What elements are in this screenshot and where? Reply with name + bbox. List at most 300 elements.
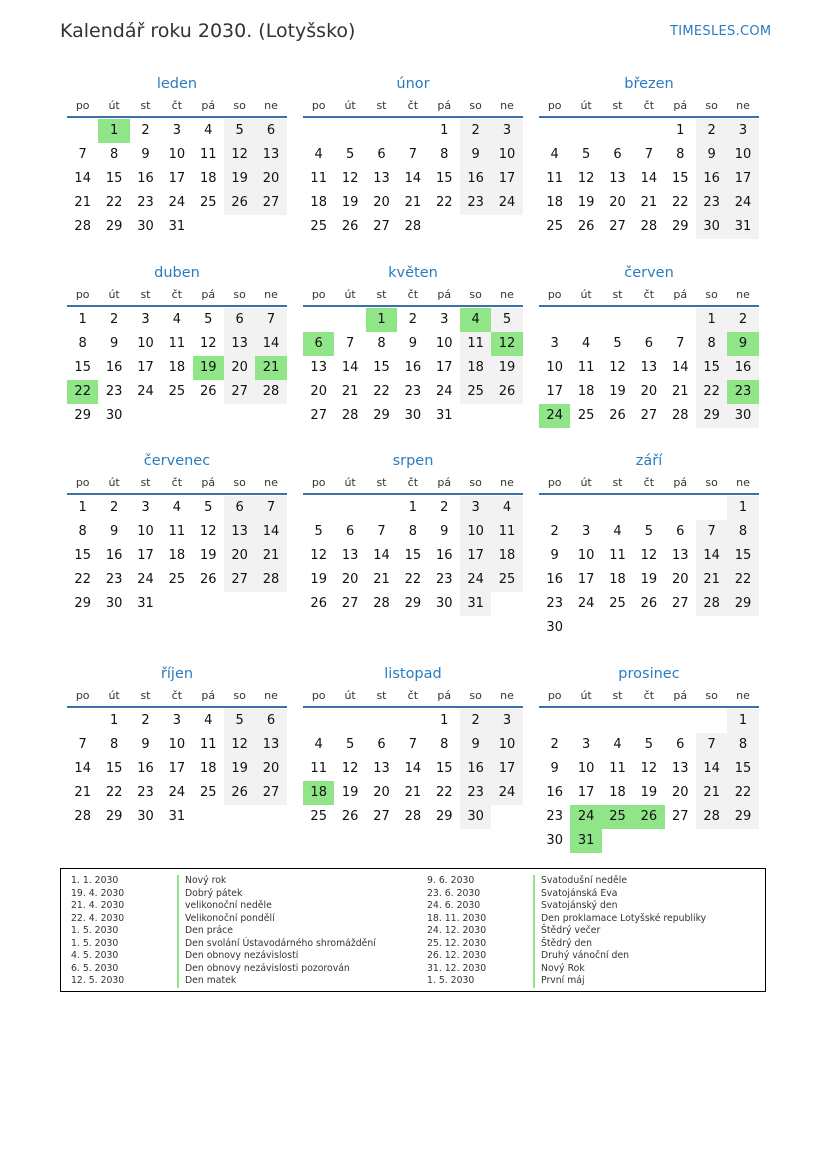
day-cell: 2 [109, 500, 119, 515]
day-cell: 3 [460, 496, 491, 520]
day-cell: 30 [105, 596, 123, 611]
day-cell: 21 [74, 785, 91, 800]
day-cell: 7 [676, 336, 685, 351]
day-cell: 20 [373, 785, 390, 800]
day-cell: 18 [609, 785, 626, 800]
empty-day-cell [696, 709, 727, 733]
day-cell: 21 [404, 785, 422, 800]
day-cell: 24 [168, 785, 186, 800]
day-cell: 16 [435, 548, 453, 563]
holiday-date: 1. 5. 2030 [427, 975, 475, 986]
weekday-label: út [344, 689, 356, 702]
day-cell: 16 [460, 167, 491, 191]
holiday-date: 21. 4. 2030 [71, 900, 125, 911]
day-cell: 21 [373, 572, 390, 587]
day-cell: 12 [199, 524, 217, 539]
day-cell: 17 [491, 757, 522, 781]
day-cell: 9 [440, 524, 449, 539]
weekday-label: ne [736, 99, 750, 112]
month-name: květen [388, 265, 438, 281]
holiday-day-cell: 19 [193, 356, 224, 380]
day-cell: 7 [408, 147, 417, 162]
day-cell: 30 [435, 596, 453, 611]
weekday-label: čt [643, 99, 655, 112]
day-cell: 3 [141, 500, 150, 515]
days-grid [539, 709, 759, 853]
day-cell: 26 [640, 596, 658, 611]
weekday-label: pá [673, 288, 688, 301]
empty-day-cell [397, 119, 428, 143]
day-cell: 14 [671, 360, 689, 375]
day-cell: 2 [727, 308, 758, 332]
day-cell: 23 [105, 572, 123, 587]
holiday-name: Štědrý večer [533, 925, 600, 938]
empty-day-cell [334, 308, 365, 332]
day-cell: 18 [491, 544, 522, 568]
weekday-label: so [705, 476, 718, 489]
day-cell: 17 [727, 167, 758, 191]
day-cell: 12 [341, 761, 359, 776]
month-únor [303, 72, 523, 239]
holiday-name: Den obnovy nezávislosti [177, 950, 298, 963]
days-grid [539, 496, 759, 640]
weekday-label: st [612, 288, 623, 301]
empty-day-cell [602, 119, 633, 143]
day-cell: 20 [671, 572, 689, 587]
day-cell: 17 [137, 360, 154, 375]
empty-day-cell [665, 496, 696, 520]
weekday-label: po [75, 99, 90, 112]
day-cell: 7 [408, 737, 417, 752]
day-cell: 14 [696, 757, 727, 781]
day-cell: 15 [105, 761, 123, 776]
day-cell: 3 [141, 312, 150, 327]
empty-day-cell [539, 119, 570, 143]
day-cell: 23 [546, 809, 563, 824]
day-cell: 23 [696, 191, 727, 215]
day-cell: 3 [440, 312, 449, 327]
day-cell: 29 [727, 805, 758, 829]
weekday-header [539, 285, 759, 307]
day-cell: 2 [550, 524, 559, 539]
holiday-name: Den obnovy nezávislosti pozorován [177, 963, 350, 976]
day-cell: 24 [137, 384, 154, 399]
empty-day-cell [539, 308, 570, 332]
day-cell: 2 [141, 713, 150, 728]
weekday-label: st [612, 689, 623, 702]
weekday-label: st [140, 689, 151, 702]
day-cell: 19 [640, 785, 658, 800]
month-name: únor [396, 76, 430, 92]
weekday-label: út [108, 288, 120, 301]
day-cell: 9 [550, 761, 559, 776]
day-cell: 1 [696, 308, 727, 332]
weekday-label: st [612, 99, 623, 112]
month-name: leden [156, 76, 198, 92]
weekday-label: čt [171, 689, 183, 702]
day-cell: 11 [199, 737, 217, 752]
day-cell: 5 [314, 524, 323, 539]
holiday-day-cell: 1 [366, 308, 397, 332]
day-cell: 15 [373, 360, 390, 375]
day-cell: 22 [105, 195, 123, 210]
day-cell: 1 [109, 713, 119, 728]
empty-day-cell [366, 119, 397, 143]
day-cell: 2 [440, 500, 449, 515]
weekday-header [303, 96, 523, 118]
weekday-label: so [469, 288, 482, 301]
day-cell: 14 [373, 548, 390, 563]
empty-day-cell [303, 496, 334, 520]
day-cell: 19 [640, 572, 658, 587]
holiday-name: Štědrý den [533, 938, 592, 951]
weekday-label: pá [673, 99, 688, 112]
holiday-day-cell: 18 [303, 781, 334, 805]
holiday-date: 12. 5. 2030 [71, 975, 125, 986]
holiday-name: Den svolání Ústavodárného shromáždění [177, 938, 376, 951]
day-cell: 15 [435, 171, 453, 186]
day-cell: 10 [577, 761, 595, 776]
weekday-label: út [580, 288, 592, 301]
day-cell: 15 [671, 171, 689, 186]
day-cell: 17 [577, 572, 595, 587]
month-name: duben [154, 265, 200, 281]
day-cell: 29 [74, 408, 91, 423]
day-cell: 9 [141, 147, 150, 162]
empty-day-cell [570, 709, 601, 733]
day-cell: 17 [491, 167, 522, 191]
day-cell: 28 [671, 408, 689, 423]
holiday-name: Svatojánská Eva [533, 888, 617, 901]
days-grid [67, 119, 287, 239]
day-cell: 14 [404, 171, 422, 186]
day-cell: 28 [255, 568, 286, 592]
day-cell: 10 [491, 143, 522, 167]
day-cell: 28 [404, 219, 422, 234]
day-cell: 20 [341, 572, 359, 587]
empty-day-cell [570, 496, 601, 520]
day-cell: 16 [546, 572, 563, 587]
day-cell: 10 [137, 336, 154, 351]
weekday-label: so [469, 689, 482, 702]
day-cell: 21 [255, 544, 286, 568]
month-říjen [67, 662, 287, 829]
holiday-day-cell: 24 [539, 404, 570, 428]
weekday-label: so [469, 99, 482, 112]
day-cell: 6 [644, 336, 653, 351]
holiday-name: Den matek [177, 975, 236, 988]
empty-day-cell [334, 496, 365, 520]
day-cell: 4 [204, 713, 213, 728]
weekday-label: pá [673, 476, 688, 489]
day-cell: 13 [640, 360, 658, 375]
day-cell: 14 [640, 171, 658, 186]
weekday-label: út [344, 476, 356, 489]
day-cell: 18 [460, 356, 491, 380]
empty-day-cell [602, 308, 633, 332]
holiday-legend [60, 868, 766, 992]
day-cell: 9 [460, 143, 491, 167]
day-cell: 10 [137, 524, 154, 539]
day-cell: 23 [460, 781, 491, 805]
day-cell: 16 [137, 761, 154, 776]
weekday-label: so [233, 99, 246, 112]
day-cell: 16 [460, 757, 491, 781]
day-cell: 6 [255, 709, 286, 733]
day-cell: 5 [204, 312, 213, 327]
day-cell: 8 [78, 336, 87, 351]
day-cell: 8 [109, 147, 119, 162]
day-cell: 3 [581, 737, 591, 752]
day-cell: 25 [577, 408, 595, 423]
day-cell: 16 [105, 548, 123, 563]
day-cell: 5 [224, 119, 255, 143]
day-cell: 31 [460, 592, 491, 616]
weekday-label: čt [643, 689, 655, 702]
holiday-date: 6. 5. 2030 [71, 962, 119, 974]
day-cell: 9 [109, 524, 119, 539]
holiday-name: Den práce [177, 925, 233, 938]
weekday-label: pá [437, 288, 452, 301]
holiday-date: 1. 5. 2030 [71, 937, 119, 949]
day-cell: 29 [105, 809, 123, 824]
day-cell: 13 [373, 761, 390, 776]
month-prosinec [539, 662, 759, 853]
day-cell: 27 [640, 408, 658, 423]
month-name: listopad [384, 666, 442, 682]
weekday-label: čt [407, 689, 419, 702]
empty-day-cell [665, 308, 696, 332]
weekday-label: čt [643, 476, 655, 489]
holiday-day-cell: 6 [303, 332, 334, 356]
day-cell: 8 [440, 147, 449, 162]
day-cell: 13 [609, 171, 626, 186]
holiday-day-cell: 23 [727, 380, 758, 404]
weekday-header [67, 686, 287, 708]
day-cell: 3 [727, 119, 758, 143]
weekday-label: ne [264, 476, 278, 489]
day-cell: 10 [435, 336, 453, 351]
holiday-day-cell: 9 [727, 332, 758, 356]
day-cell: 20 [373, 195, 390, 210]
day-cell: 12 [224, 143, 255, 167]
day-cell: 5 [644, 737, 653, 752]
day-cell: 1 [440, 123, 449, 138]
day-cell: 27 [255, 781, 286, 805]
day-cell: 11 [310, 761, 327, 776]
weekday-label: st [140, 99, 151, 112]
day-cell: 30 [696, 215, 727, 239]
days-grid [303, 119, 523, 239]
holiday-name: Nový rok [177, 875, 226, 888]
brand-link[interactable]: TIMESLES.COM [670, 24, 772, 39]
day-cell: 29 [727, 592, 758, 616]
empty-day-cell [633, 119, 664, 143]
holiday-date: 1. 1. 2030 [71, 875, 119, 886]
weekday-label: ne [264, 99, 278, 112]
weekday-label: so [705, 689, 718, 702]
weekday-header [303, 285, 523, 307]
weekday-label: po [547, 689, 562, 702]
holiday-date: 4. 5. 2030 [71, 950, 119, 961]
empty-day-cell [696, 496, 727, 520]
day-cell: 24 [435, 384, 453, 399]
day-cell: 13 [671, 761, 689, 776]
day-cell: 13 [310, 360, 327, 375]
day-cell: 29 [435, 809, 453, 824]
day-cell: 22 [671, 195, 689, 210]
day-cell: 21 [696, 781, 727, 805]
day-cell: 25 [609, 596, 626, 611]
month-name: srpen [392, 453, 434, 469]
day-cell: 14 [341, 360, 359, 375]
day-cell: 28 [341, 408, 359, 423]
day-cell: 15 [696, 356, 727, 380]
weekday-label: čt [643, 288, 655, 301]
empty-day-cell [366, 496, 397, 520]
day-cell: 24 [137, 572, 154, 587]
day-cell: 29 [696, 404, 727, 428]
day-cell: 12 [224, 733, 255, 757]
weekday-label: čt [407, 99, 419, 112]
empty-day-cell [67, 119, 98, 143]
day-cell: 17 [546, 384, 563, 399]
day-cell: 17 [460, 544, 491, 568]
weekday-label: po [311, 476, 326, 489]
day-cell: 27 [373, 809, 390, 824]
day-cell: 4 [172, 500, 181, 515]
weekday-label: st [376, 288, 387, 301]
day-cell: 15 [74, 548, 91, 563]
day-cell: 6 [613, 147, 622, 162]
empty-day-cell [539, 709, 570, 733]
day-cell: 27 [224, 380, 255, 404]
empty-day-cell [570, 119, 601, 143]
month-červen [539, 261, 759, 428]
day-cell: 8 [78, 524, 87, 539]
day-cell: 22 [105, 785, 123, 800]
weekday-label: po [547, 476, 562, 489]
weekday-label: ne [264, 288, 278, 301]
day-cell: 18 [609, 572, 626, 587]
holiday-name: velikonoční neděle [177, 900, 272, 913]
day-cell: 31 [168, 219, 186, 234]
day-cell: 8 [727, 733, 758, 757]
day-cell: 28 [373, 596, 390, 611]
day-cell: 21 [696, 568, 727, 592]
day-cell: 30 [137, 219, 154, 234]
day-cell: 11 [199, 147, 217, 162]
day-cell: 16 [137, 171, 154, 186]
day-cell: 6 [224, 496, 255, 520]
day-cell: 7 [696, 520, 727, 544]
day-cell: 15 [74, 360, 91, 375]
empty-day-cell [665, 709, 696, 733]
day-cell: 14 [255, 332, 286, 356]
weekday-label: po [311, 99, 326, 112]
weekday-header [539, 96, 759, 118]
weekday-label: pá [201, 689, 216, 702]
holiday-day-cell: 21 [255, 356, 286, 380]
empty-day-cell [602, 496, 633, 520]
weekday-label: čt [407, 288, 419, 301]
day-cell: 10 [577, 548, 595, 563]
holiday-name: Svatodušní neděle [533, 875, 627, 888]
day-cell: 25 [199, 195, 217, 210]
day-cell: 14 [404, 761, 422, 776]
day-cell: 6 [255, 119, 286, 143]
day-cell: 26 [341, 809, 359, 824]
holiday-day-cell: 22 [67, 380, 98, 404]
day-cell: 24 [577, 596, 595, 611]
day-cell: 7 [696, 733, 727, 757]
day-cell: 30 [727, 404, 758, 428]
day-cell: 20 [310, 384, 327, 399]
weekday-label: út [108, 99, 120, 112]
day-cell: 7 [644, 147, 653, 162]
weekday-label: čt [171, 476, 183, 489]
day-cell: 25 [491, 568, 522, 592]
day-cell: 23 [137, 785, 154, 800]
day-cell: 15 [727, 757, 758, 781]
day-cell: 22 [404, 572, 422, 587]
day-cell: 4 [550, 147, 559, 162]
day-cell: 30 [546, 833, 563, 848]
day-cell: 8 [727, 520, 758, 544]
day-cell: 6 [345, 524, 355, 539]
weekday-header [539, 686, 759, 708]
day-cell: 14 [696, 544, 727, 568]
weekday-label: út [108, 476, 120, 489]
day-cell: 5 [345, 737, 355, 752]
day-cell: 15 [727, 544, 758, 568]
day-cell: 9 [109, 336, 119, 351]
day-cell: 16 [727, 356, 758, 380]
day-cell: 22 [435, 195, 453, 210]
day-cell: 12 [609, 360, 626, 375]
day-cell: 9 [141, 737, 150, 752]
day-cell: 21 [341, 384, 359, 399]
weekday-label: so [705, 288, 718, 301]
empty-day-cell [539, 496, 570, 520]
empty-day-cell [67, 709, 98, 733]
day-cell: 15 [435, 761, 453, 776]
weekday-label: út [580, 99, 592, 112]
day-cell: 17 [168, 171, 186, 186]
day-cell: 22 [435, 785, 453, 800]
day-cell: 23 [546, 596, 563, 611]
holiday-name: Velikonoční pondělí [177, 913, 275, 926]
day-cell: 5 [491, 308, 522, 332]
day-cell: 28 [696, 805, 727, 829]
day-cell: 19 [199, 548, 217, 563]
day-cell: 4 [314, 737, 323, 752]
empty-day-cell [633, 308, 664, 332]
day-cell: 29 [373, 408, 390, 423]
month-name: září [635, 453, 663, 469]
day-cell: 20 [640, 384, 658, 399]
day-cell: 7 [78, 147, 87, 162]
weekday-label: út [580, 476, 592, 489]
day-cell: 11 [168, 524, 186, 539]
day-cell: 18 [199, 171, 217, 186]
weekday-label: so [469, 476, 482, 489]
day-cell: 9 [550, 548, 559, 563]
day-cell: 3 [550, 336, 559, 351]
day-cell: 16 [404, 360, 422, 375]
day-cell: 14 [74, 761, 91, 776]
holiday-day-cell: 31 [570, 829, 601, 853]
